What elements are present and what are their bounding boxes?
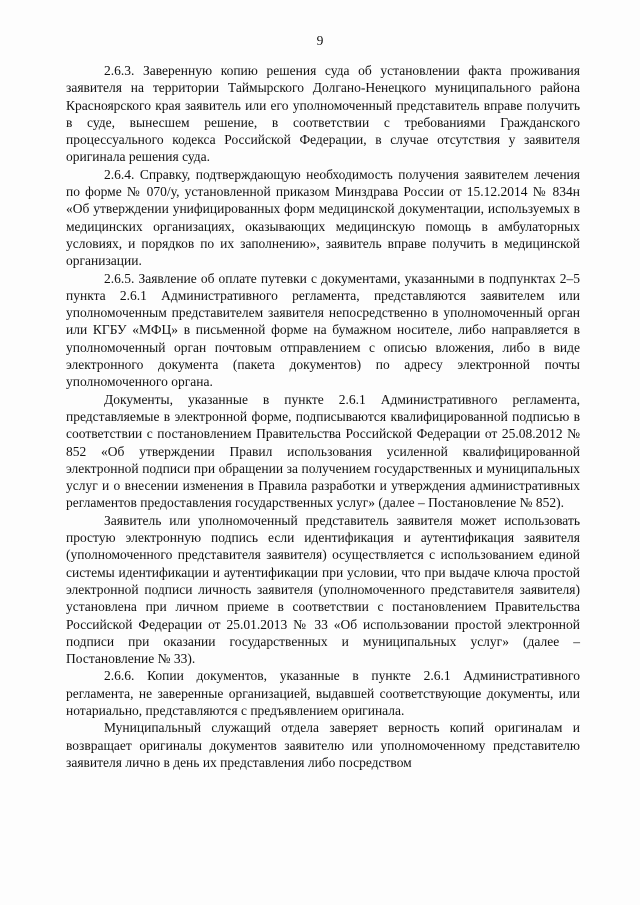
- paragraph-copies-verification: Муниципальный служащий отдела заверяет верность копий оригиналам и возвращает оригиналы документов заявителю или уполномоченному представителю заявителя лично в день их представления либо посредством: [66, 720, 580, 770]
- page-number: 9: [316, 33, 324, 48]
- document-body: [66, 62, 580, 771]
- paragraph-electronic-documents: Документы, указанные в пункте 2.6.1 Административного регламента, представляемые в электронной форме, подписываются квалифицированной подписью в соответствии с постановлением Правительства Российской Федерации от 25.08.2012 № 852 «Об утверждении Правил использования усиленной квалифицированной электронной подписи при обращении за получением государственных и муниципальных услуг и о внесении изменения в Правила разработки и утверждения административных регламентов предоставления государственных услуг» (далее – Постановление № 852).: [66, 391, 580, 511]
- paragraph-2-6-4: 2.6.4. Справку, подтверждающую необходимость получения заявителем лечения по форме № 070/у, установленной приказом Минздрава России от 15.12.2014 № 834н «Об утверждении унифицированных форм медицинской документации, используемых в медицинских организациях, оказывающих медицинскую помощь в амбулаторных условиях, и порядков по их заполнению», заявитель вправе получить в медицинской организации.: [66, 166, 580, 269]
- paragraph-2-6-3: 2.6.3. Заверенную копию решения суда об установлении факта проживания заявителя на территории Таймырского Долгано-Ненецкого муниципального района Красноярского края заявитель или его уполномоченный представитель вправе получить в суде, вынесшем решение, в соответствии с требованиями Гражданского процессуального кодекса Российской Федерации, в случае отсутствия у заявителя оригинала решения суда.: [66, 63, 580, 165]
- paragraph-2-6-5: 2.6.5. Заявление об оплате путевки с документами, указанными в подпунктах 2–5 пункта 2.6.1 Административного регламента, представляются заявителем или уполномоченным представителем заявителя непосредственно в уполномоченный орган или КГБУ «МФЦ» в письменной форме на бумажном носителе, либо направляется в уполномоченный орган почтовым отправлением с описью вложения, либо в виде электронного документа (пакета документов) по адресу электронной почты уполномоченного органа.: [66, 270, 580, 390]
- paragraph-2-6-6: 2.6.6. Копии документов, указанные в пункте 2.6.1 Административного регламента, не заверенные организацией, выдавшей соответствующие документы, или нотариально, представляются с предъявлением оригинала.: [66, 668, 580, 718]
- paragraph-simple-signature: Заявитель или уполномоченный представитель заявителя может использовать простую электронную подпись если идентификация и аутентификация заявителя (уполномоченного представителя заявителя) осуществляется с использованием единой системы идентификации и аутентификации при условии, что при выдаче ключа простой электронной подписи личность заявителя (уполномоченного представителя заявителя) установлена при личном приеме в соответствии с постановлением Правительства Российской Федерации от 25.01.2013 № 33 «Об использовании простой электронной подписи при оказании государственных и муниципальных услуг» (далее – Постановление № 33).: [66, 512, 580, 667]
